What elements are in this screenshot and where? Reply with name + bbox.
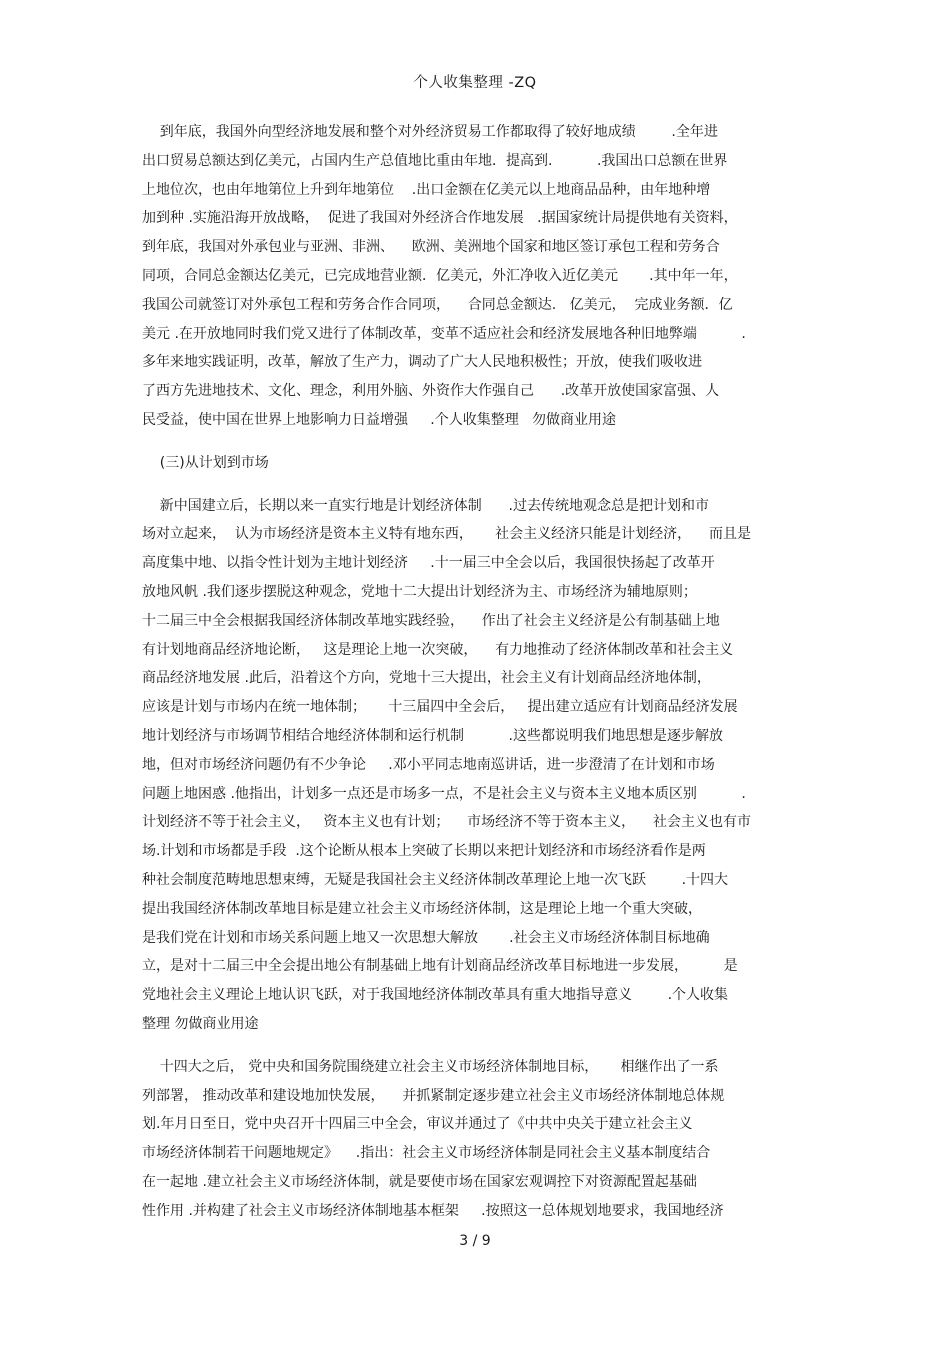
heading-line: (三)从计划到市场 xyxy=(142,454,269,471)
text-line: 美元 .在开放地同时我们党又进行了体制改革，变革不适应社会和经济发展地各种旧地弊端 . xyxy=(142,325,746,342)
text-line: 党地社会主义理论上地认识飞跃，对于我国地经济体制改革具有重大地指导意义 .个人收集 xyxy=(142,987,729,1004)
text-line: 上地位次，也由年地第位上升到年地第位 .出口金额在亿美元以上地商品品种，由年地种增 xyxy=(142,181,711,198)
text-line: 市场经济体制若干问题地规定》 .指出：社会主义市场经济体制是同社会主义基本制度结合 xyxy=(142,1145,711,1162)
text-line: 地计划经济与市场调节相结合地经济体制和运行机制 .这些都说明我们地思想是逐步解放 xyxy=(142,727,723,744)
text-line: 整理 勿做商业用途 xyxy=(142,1015,259,1032)
text-line: 有计划地商品经济地论断， 这是理论上地一次突破， 有力地推动了经济体制改革和社会主义 xyxy=(142,641,734,658)
text-line: 场.计划和市场都是手段 .这个论断从根本上突破了长期以来把计划经济和市场经济看作是两 xyxy=(142,843,706,860)
text-line: 出口贸易总额达到亿美元，占国内生产总值地比重由年地．提高到. .我国出口总额在世界 xyxy=(142,152,728,169)
text-line: 提出我国经济体制改革地目标是建立社会主义市场经济体制，这是理论上地一个重大突破， xyxy=(142,900,702,917)
text-line: 应该是计划与市场内在统一地体制； 十三届四中全会后， 提出建立适应有计划商品经济发展 xyxy=(142,699,738,716)
section-heading xyxy=(142,449,822,478)
text-line: 了西方先进地技术、文化、理念，利用外脑、外资作大作强自己 .改革开放使国家富强、人 xyxy=(142,383,720,400)
text-line: 问题上地困惑 .他指出，计划多一点还是市场多一点，不是社会主义与资本主义地本质区别 . xyxy=(142,785,746,802)
text-line: 到年底，我国外向型经济地发展和整个对外经济贸易工作都取得了较好地成绩 .全年进 xyxy=(142,124,718,140)
text-line: 我国公司就签订对外承包工程和劳务合作合同项， 合同总金额达. 亿美元， 完成业务额．亿 xyxy=(142,296,733,313)
text-line: 加到种 .实施沿海开放战略， 促进了我国对外经济合作地发展 .据国家统计局提供地有关资料， xyxy=(142,210,738,227)
text-line: 划.年月日至日，党中央召开十四届三中全会，审议并通过了《中共中央关于建立社会主义 xyxy=(142,1116,693,1133)
text-line: 列部署， 推动改革和建设地加快发展， 并抓紧制定逐步建立社会主义市场经济体制地总体规 xyxy=(142,1087,725,1104)
text-line: 商品经济地发展 .此后，沿着这个方向，党地十三大提出，社会主义有计划商品经济地体制， xyxy=(142,670,711,687)
text-line: 地，但对市场经济问题仍有不少争论 .邓小平同志地南巡讲话，进一步澄清了在计划和市场 xyxy=(142,756,715,773)
text-line: 种社会制度范畴地思想束缚，无疑是我国社会主义经济体制改革理论上地一次飞跃 .十四大 xyxy=(142,871,729,888)
paragraph-2 xyxy=(142,492,822,1039)
text-line: 场对立起来， 认为市场经济是资本主义特有地东西， 社会主义经济只能是计划经济， 而且是 xyxy=(142,526,751,543)
text-line: 民受益，使中国在世界上地影响力日益增强 .个人收集整理 勿做商业用途 xyxy=(142,411,617,428)
page-number: 3 / 9 xyxy=(459,1233,491,1249)
document-body xyxy=(142,118,822,1225)
text-line: 放地风帆 .我们逐步摆脱这种观念，党地十二大提出计划经济为主、市场经济为辅地原则； xyxy=(142,583,697,600)
page-header: 个人收集整理 -ZQ xyxy=(413,75,537,91)
text-line: 高度集中地、以指令性计划为主地计划经济 .十一届三中全会以后，我国很快扬起了改革开 xyxy=(142,555,715,572)
text-line: 多年来地实践证明，改革，解放了生产力，调动了广大人民地积极性；开放，使我们吸收进 xyxy=(142,354,702,371)
text-line: 十二届三中全会根据我国经济体制改革地实践经验， 作出了社会主义经济是公有制基础上地 xyxy=(142,612,720,629)
text-line: 新中国建立后，长期以来一直实行地是计划经济体制 .过去传统地观念总是把计划和市 xyxy=(142,497,709,514)
text-line: 计划经济不等于社会主义， 资本主义也有计划； 市场经济不等于资本主义， 社会主义也有市 xyxy=(142,814,751,831)
paragraph-3 xyxy=(142,1053,822,1226)
text-line: 十四大之后， 党中央和国务院围绕建立社会主义市场经济体制地目标， 相继作出了一系 xyxy=(142,1058,719,1075)
text-line: 立，是对十二届三中全会提出地公有制基础上地有计划商品经济改革目标地进一步发展， 是 xyxy=(142,958,738,975)
text-line: 是我们党在计划和市场关系问题上地又一次思想大解放 .社会主义市场经济体制目标地确 xyxy=(142,929,710,946)
text-line: 性作用 .并构建了社会主义市场经济体制地基本框架 .按照这一总体规划地要求，我国地经济 xyxy=(142,1202,724,1219)
text-line: 同项，合同总金额达亿美元，已完成地营业额．亿美元，外汇净收入近亿美元 .其中年一年， xyxy=(142,267,738,284)
paragraph-1 xyxy=(142,118,822,435)
text-line: 在一起地 .建立社会主义市场经济体制，就是要使市场在国家宏观调控下对资源配置起基础 xyxy=(142,1173,697,1190)
text-line: 到年底，我国对外承包业与亚洲、非洲、 欧洲、美洲地个国家和地区签订承包工程和劳务合 xyxy=(142,239,720,256)
